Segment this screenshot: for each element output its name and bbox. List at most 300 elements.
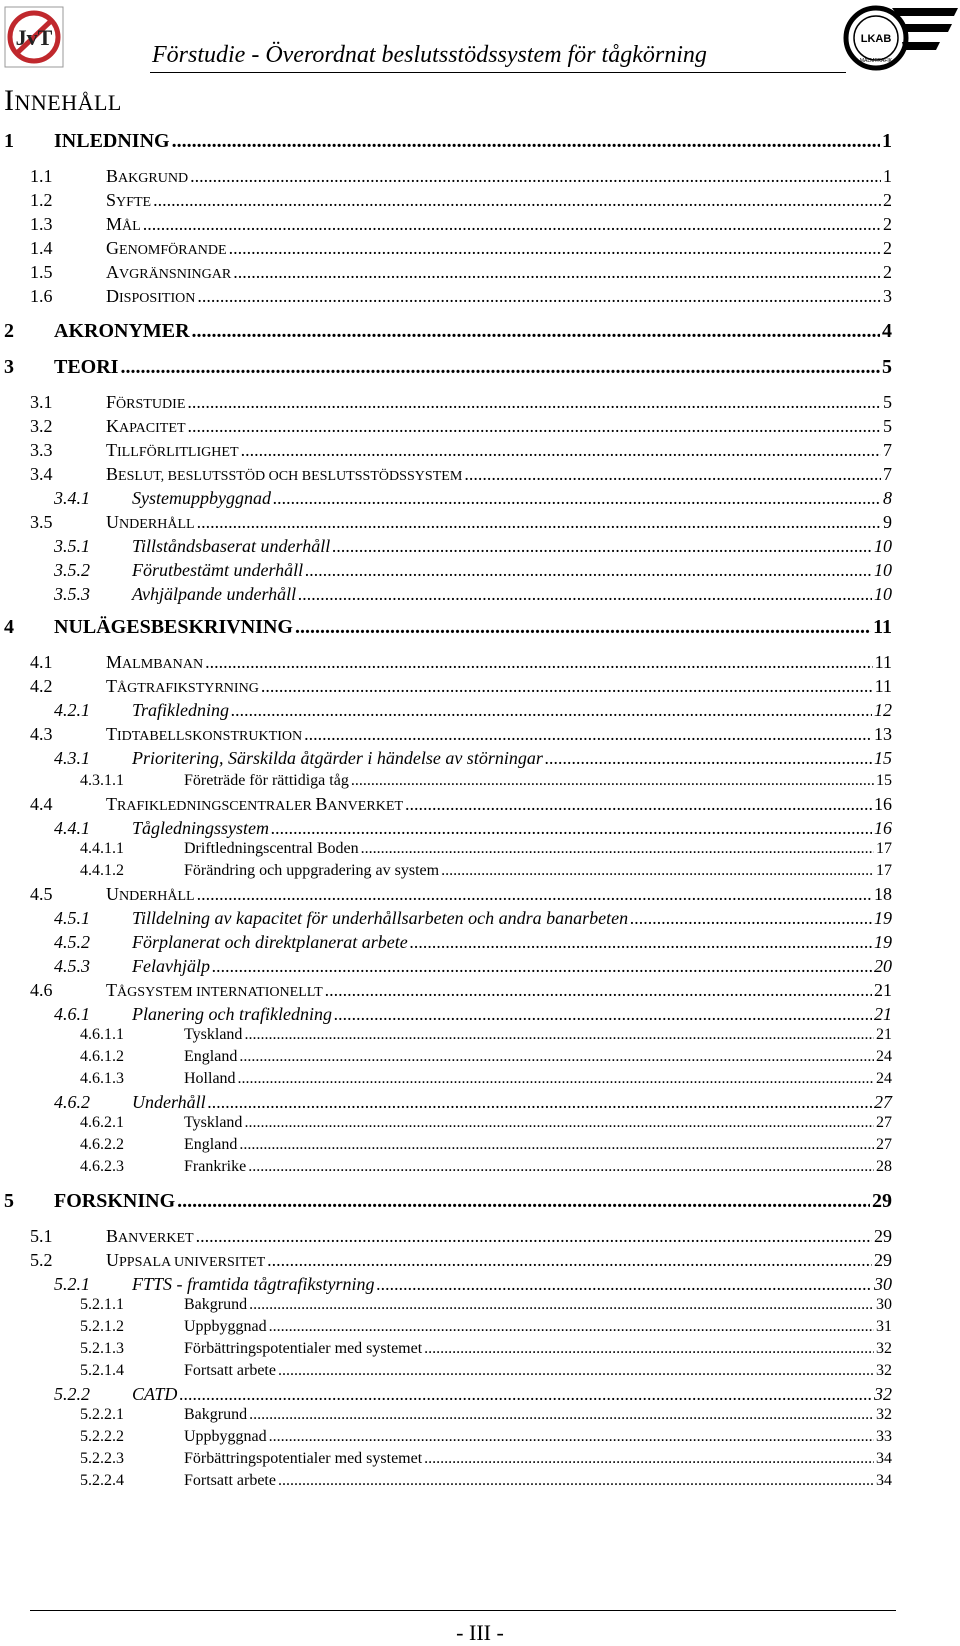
toc-entry-number: 4.6.1.1 <box>80 1026 124 1043</box>
toc-entry[interactable] <box>0 772 960 796</box>
toc-entry[interactable] <box>0 862 960 886</box>
toc-entry-number: 1.5 <box>30 262 53 282</box>
toc-entry-title-part: U <box>106 512 119 532</box>
toc-entry-title: INLEDNING <box>54 130 170 152</box>
toc-entry-number: 4.6.2 <box>54 1092 90 1112</box>
toc-entry-page: 10 <box>874 584 892 604</box>
toc-entry[interactable] <box>0 1004 960 1028</box>
toc-entry-title-part: B <box>315 794 328 814</box>
toc-entry[interactable] <box>0 320 960 344</box>
jvt-logo-icon <box>4 6 64 68</box>
toc-entry-number: 4.5.2 <box>54 932 90 952</box>
toc-dot-leader <box>441 862 874 880</box>
toc-entry[interactable] <box>0 1406 960 1430</box>
toc-entry[interactable] <box>0 440 960 464</box>
toc-entry[interactable] <box>0 840 960 864</box>
toc-dot-leader <box>424 1450 874 1468</box>
toc-entry-title: Förbättringspotentialer med systemet <box>184 1340 423 1357</box>
toc-entry-page: 19 <box>874 932 892 952</box>
toc-entry-number: 4.4.1.2 <box>80 862 124 879</box>
toc-entry-number: 4.5.3 <box>54 956 90 976</box>
toc-dot-leader <box>271 818 872 839</box>
toc-entry-number: 3.5.2 <box>54 560 90 580</box>
toc-entry-title-part: B <box>106 464 119 484</box>
toc-entry[interactable] <box>0 1274 960 1298</box>
toc-dot-leader <box>197 286 881 307</box>
toc-entry-title-part: D <box>106 286 119 306</box>
toc-entry-number: 5.2.1.1 <box>80 1296 124 1313</box>
toc-entry-title-part: A <box>106 262 119 282</box>
toc-entry[interactable] <box>0 908 960 932</box>
toc-entry-number: 4.4.1 <box>54 818 90 838</box>
toc-entry[interactable] <box>0 956 960 980</box>
toc-entry-number: 5.2.2.3 <box>80 1450 124 1467</box>
toc-entry-number: 3 <box>4 356 14 378</box>
toc-entry-page: 15 <box>876 772 892 789</box>
toc-dot-leader <box>177 1190 870 1213</box>
page-number: - III - <box>456 1620 504 1645</box>
toc-dot-leader <box>278 1472 874 1490</box>
toc-entry-title-part: ÖRSTUDIE <box>116 396 186 412</box>
toc-entry[interactable] <box>0 416 960 440</box>
toc-entry-title: Uppbyggnad <box>184 1318 267 1335</box>
toc-entry-number: 4.6.1.3 <box>80 1070 124 1087</box>
toc-entry[interactable] <box>0 1472 960 1496</box>
toc-entry-title: Trafikledning <box>132 700 230 720</box>
toc-entry-number: 4.4.1.1 <box>80 840 124 857</box>
lkab-logo-icon <box>840 2 960 72</box>
toc-entry-title-part: ANVERKET <box>327 798 404 814</box>
toc-dot-leader <box>295 616 871 639</box>
toc-entry-number: 5.2.1.3 <box>80 1340 124 1357</box>
toc-entry-title: Felavhjälp <box>132 956 210 976</box>
toc-entry-title <box>106 1226 194 1247</box>
toc-dot-leader <box>241 440 881 461</box>
toc-dot-leader <box>239 1136 874 1154</box>
toc-entry-title-part: NDERHÅLL <box>119 516 195 532</box>
toc-entry-title: TEORI <box>54 356 119 378</box>
toc-entry-page: 2 <box>883 262 892 282</box>
toc-entry-title <box>106 416 186 437</box>
toc-dot-leader <box>192 320 880 343</box>
toc-entry-page: 8 <box>883 488 892 508</box>
toc-entry-title-part: ISPOSITION <box>119 290 196 306</box>
toc-entry-title: Tyskland <box>184 1026 243 1043</box>
toc-entry-number: 4.6.1 <box>54 1004 90 1024</box>
toc-dot-leader <box>196 1226 872 1247</box>
toc-entry-title <box>106 512 195 533</box>
toc-dot-leader <box>249 1406 874 1424</box>
toc-entry-title-part: G <box>106 238 119 258</box>
toc-entry-number: 3.2 <box>30 416 53 436</box>
toc-entry-title <box>106 724 302 745</box>
toc-entry[interactable] <box>0 512 960 536</box>
toc-entry[interactable] <box>0 1428 960 1452</box>
toc-entry[interactable] <box>0 238 960 262</box>
toc-entry-number: 3.1 <box>30 392 53 412</box>
toc-entry-title <box>106 392 185 413</box>
toc-entry[interactable] <box>0 166 960 190</box>
toc-entry-number: 5.2.2 <box>54 1384 90 1404</box>
toc-entry-title: Underhåll <box>132 1092 206 1112</box>
toc-entry-title: Tilldelning av kapacitet för underhållsarbeten och andra banarbeten <box>132 908 629 928</box>
toc-entry-number: 4.6.1.2 <box>80 1048 124 1065</box>
toc-entry-page: 5 <box>883 392 892 412</box>
toc-entry-title: FORSKNING <box>54 1190 176 1212</box>
toc-entry-page: 3 <box>883 286 892 306</box>
toc-entry-title <box>106 166 188 187</box>
toc-dot-leader <box>187 392 881 413</box>
toc-dot-leader <box>410 932 872 953</box>
toc-entry-number: 5.2.2.1 <box>80 1406 124 1423</box>
toc-entry-title <box>106 214 141 235</box>
toc-entry-title-part: U <box>106 1250 119 1270</box>
toc-dot-leader <box>212 956 872 977</box>
toc-entry-page: 34 <box>876 1472 892 1489</box>
toc-entry-page: 32 <box>874 1384 892 1404</box>
toc-dot-leader <box>249 1296 874 1314</box>
toc-entry-title-part: B <box>106 166 119 186</box>
toc-entry[interactable] <box>0 724 960 748</box>
toc-entry[interactable] <box>0 1296 960 1320</box>
toc-entry[interactable] <box>0 748 960 772</box>
toc-dot-leader <box>405 794 872 815</box>
toc-entry-number: 4.3 <box>30 724 53 744</box>
toc-entry-title-part: ALMBANAN <box>122 656 204 672</box>
toc-dot-leader <box>630 908 872 929</box>
toc-dot-leader <box>248 1158 874 1176</box>
toc-entry-title-part: T <box>106 980 117 1000</box>
toc-entry-page: 11 <box>874 652 892 672</box>
toc-entry[interactable] <box>0 190 960 214</box>
toc-entry[interactable] <box>0 584 960 608</box>
toc-entry-title-part: IDTABELLSKONSTRUKTION <box>117 728 303 744</box>
toc-dot-leader <box>143 214 881 235</box>
toc-entry-title-part: NDERHÅLL <box>119 888 195 904</box>
toc-dot-leader <box>273 488 881 509</box>
toc-entry-number: 4.2.1 <box>54 700 90 720</box>
toc-entry[interactable] <box>0 1450 960 1474</box>
toc-entry-title: AKRONYMER <box>54 320 190 342</box>
toc-entry[interactable] <box>0 1226 960 1250</box>
toc-entry-number: 1 <box>4 130 14 152</box>
toc-entry-title-part: ENOMFÖRANDE <box>119 242 227 258</box>
toc-dot-leader <box>179 1384 872 1405</box>
toc-entry[interactable] <box>0 464 960 488</box>
toc-entry-number: 4.3.1 <box>54 748 90 768</box>
toc-entry[interactable] <box>0 1250 960 1274</box>
toc-entry-title-part: ÅL <box>122 218 141 234</box>
toc-entry-page: 32 <box>876 1406 892 1423</box>
toc-entry-number: 4.6 <box>30 980 53 1000</box>
toc-dot-leader <box>325 980 872 1001</box>
toc-dot-leader <box>197 884 872 905</box>
toc-entry[interactable] <box>0 1070 960 1094</box>
toc-entry-title: Uppbyggnad <box>184 1428 267 1445</box>
toc-entry-page: 5 <box>882 356 892 378</box>
toc-dot-leader <box>229 238 881 259</box>
toc-entry-page: 34 <box>876 1450 892 1467</box>
toc-dot-leader <box>361 840 874 858</box>
toc-dot-leader <box>464 464 881 485</box>
toc-entry-number: 3.5 <box>30 512 53 532</box>
toc-entry[interactable] <box>0 536 960 560</box>
toc-dot-leader <box>269 1428 874 1446</box>
toc-entry-title: Prioritering, Särskilda åtgärder i händelse av störningar <box>132 748 543 768</box>
toc-dot-leader <box>153 190 881 211</box>
toc-dot-leader <box>269 1318 874 1336</box>
toc-entry-title: Driftledningscentral Boden <box>184 840 359 857</box>
toc-entry[interactable] <box>0 652 960 676</box>
toc-entry-title: Tillståndsbaserat underhåll <box>132 536 331 556</box>
toc-entry[interactable] <box>0 676 960 700</box>
toc-entry[interactable] <box>0 1362 960 1386</box>
toc-entry-page: 30 <box>876 1296 892 1313</box>
toc-dot-leader <box>334 1004 872 1025</box>
toc-entry-title: Bakgrund <box>184 1406 248 1423</box>
toc-entry[interactable] <box>0 262 960 286</box>
lkab-logo-text: LKAB <box>860 33 892 45</box>
toc-entry-number: 4.6.2.1 <box>80 1114 124 1131</box>
toc-entry[interactable] <box>0 980 960 1004</box>
toc-entry-number: 4.6.2.3 <box>80 1158 124 1175</box>
toc-dot-leader <box>244 1114 874 1132</box>
toc-entry-title <box>106 440 239 461</box>
toc-entry[interactable] <box>0 700 960 724</box>
toc-entry-title-part: APACITET <box>119 420 186 436</box>
toc-entry-title-part: T <box>106 794 117 814</box>
toc-entry-title <box>106 262 231 283</box>
toc-entry-page: 16 <box>874 818 892 838</box>
toc-entry[interactable] <box>0 1158 960 1182</box>
toc-dot-leader <box>190 166 881 187</box>
toc-entry-title-part: B <box>106 1226 119 1246</box>
toc-dot-leader <box>233 262 881 283</box>
toc-entry-page: 12 <box>874 700 892 720</box>
toc-entry[interactable] <box>0 794 960 818</box>
toc-heading <box>4 84 122 118</box>
toc-entry-title <box>106 884 195 905</box>
toc-entry-title: Planering och trafikledning <box>132 1004 332 1024</box>
toc-entry-title-part: K <box>106 416 119 436</box>
footer-divider <box>30 1610 896 1611</box>
toc-entry-title-part: M <box>106 214 123 234</box>
toc-dot-leader <box>231 700 872 721</box>
toc-entry-title: Fortsatt arbete <box>184 1472 276 1489</box>
toc-entry-number: 3.4.1 <box>54 488 90 508</box>
toc-entry[interactable] <box>0 1340 960 1364</box>
toc-entry-title-part: S <box>106 190 117 210</box>
toc-entry-title-part: T <box>106 676 117 696</box>
toc-entry-title: Frankrike <box>184 1158 247 1175</box>
toc-entry-page: 27 <box>876 1136 892 1153</box>
toc-entry[interactable] <box>0 1092 960 1116</box>
toc-entry-title: Fortsatt arbete <box>184 1362 276 1379</box>
toc-heading-initial: I <box>4 84 15 117</box>
toc-entry[interactable] <box>0 356 960 380</box>
toc-entry-page: 17 <box>876 862 892 879</box>
toc-entry[interactable] <box>0 616 960 640</box>
toc-heading-rest: NNEHÅLL <box>14 90 122 115</box>
toc-entry-page: 9 <box>883 512 892 532</box>
toc-entry-title-part: ÅGSYSTEM INTERNATIONELLT <box>117 984 323 1000</box>
toc-dot-leader <box>239 1048 874 1066</box>
toc-entry-page: 1 <box>882 130 892 152</box>
toc-entry-number: 3.4 <box>30 464 53 484</box>
toc-entry-page: 24 <box>876 1048 892 1065</box>
toc-entry[interactable] <box>0 1384 960 1408</box>
toc-entry-page: 2 <box>883 190 892 210</box>
toc-entry[interactable] <box>0 1114 960 1138</box>
toc-entry-page: 10 <box>874 536 892 556</box>
toc-entry-number: 1.2 <box>30 190 53 210</box>
toc-entry-title: CATD <box>132 1384 178 1404</box>
toc-entry-title-part: RAFIKLEDNINGSCENTRALER <box>117 798 316 814</box>
toc-entry-page: 20 <box>874 956 892 976</box>
toc-entry[interactable] <box>0 560 960 584</box>
toc-entry-page: 5 <box>883 416 892 436</box>
toc-entry[interactable] <box>0 392 960 416</box>
toc-entry-title-part: AKGRUND <box>118 170 189 186</box>
toc-entry-page: 32 <box>876 1340 892 1357</box>
toc-entry-page: 17 <box>876 840 892 857</box>
toc-entry-title-part: VGRÄNSNINGAR <box>119 266 232 282</box>
toc-dot-leader <box>188 416 881 437</box>
toc-entry-page: 19 <box>874 908 892 928</box>
toc-entry-title: England <box>184 1048 238 1065</box>
toc-entry-number: 5.1 <box>30 1226 53 1246</box>
toc-dot-leader <box>424 1340 874 1358</box>
toc-entry-page: 1 <box>883 166 892 186</box>
toc-entry[interactable] <box>0 1026 960 1050</box>
toc-entry-number: 1.1 <box>30 166 53 186</box>
toc-entry-page: 29 <box>874 1250 892 1270</box>
toc-entry-page: 7 <box>883 440 892 460</box>
toc-entry-page: 32 <box>876 1362 892 1379</box>
toc-dot-leader <box>332 536 872 557</box>
header-title: Förstudie - Överordnat beslutsstödssystem för tågkörning <box>152 42 707 68</box>
toc-entry-page: 27 <box>876 1114 892 1131</box>
toc-entry-title-part: ANVERKET <box>118 1230 194 1246</box>
toc-entry-title-part: F <box>106 392 117 412</box>
toc-entry-title: Bakgrund <box>184 1296 248 1313</box>
toc-entry-page: 21 <box>876 1026 892 1043</box>
toc-entry-page: 27 <box>874 1092 892 1112</box>
toc-entry[interactable] <box>0 214 960 238</box>
toc-entry-title: Avhjälpande underhåll <box>132 584 297 604</box>
toc-dot-leader <box>351 772 874 790</box>
toc-dot-leader <box>304 724 872 745</box>
toc-entry-page: 31 <box>876 1318 892 1335</box>
toc-entry-number: 5 <box>4 1190 14 1212</box>
toc-entry-title <box>106 794 403 815</box>
toc-entry-page: 30 <box>874 1274 892 1294</box>
toc-dot-leader <box>244 1026 874 1044</box>
toc-entry-title-part: ÅGTRAFIKSTYRNING <box>117 680 259 696</box>
toc-entry-number: 4.2 <box>30 676 53 696</box>
toc-entry-title: Förändring och uppgradering av system <box>184 862 440 879</box>
toc-entry-title <box>106 652 203 673</box>
toc-entry[interactable] <box>0 884 960 908</box>
toc-entry-page: 21 <box>874 1004 892 1024</box>
toc-entry[interactable] <box>0 1190 960 1214</box>
toc-entry-title <box>106 238 227 259</box>
toc-entry-number: 3.3 <box>30 440 53 460</box>
toc-entry-page: 21 <box>874 980 892 1000</box>
toc-dot-leader <box>298 584 872 605</box>
toc-dot-leader <box>267 1250 872 1271</box>
page-header <box>0 0 960 80</box>
toc-entry-number: 1.3 <box>30 214 53 234</box>
toc-entry-title <box>106 464 462 485</box>
toc-entry-page: 24 <box>876 1070 892 1087</box>
toc-entry-title <box>106 676 259 697</box>
toc-entry-title: Förutbestämt underhåll <box>132 560 304 580</box>
toc-entry-title-part: T <box>106 724 117 744</box>
toc-entry-page: 7 <box>883 464 892 484</box>
toc-dot-leader <box>305 560 872 581</box>
toc-entry[interactable] <box>0 286 960 310</box>
toc-entry-number: 1.4 <box>30 238 53 258</box>
toc-entry-number: 4.3.1.1 <box>80 772 124 789</box>
toc-entry-number: 5.2.2.2 <box>80 1428 124 1445</box>
toc-entry-title: Tågledningssystem <box>132 818 269 838</box>
toc-entry-title: England <box>184 1136 238 1153</box>
toc-entry-number: 5.2 <box>30 1250 53 1270</box>
toc-entry-page: 10 <box>874 560 892 580</box>
toc-entry-title: Förbättringspotentialer med systemet <box>184 1450 423 1467</box>
toc-entry-title <box>106 190 151 211</box>
toc-dot-leader <box>197 512 881 533</box>
toc-entry-title-part: ESLUT, BESLUTSSTÖD OCH BESLUTSSTÖDSSYSTEM <box>118 468 463 484</box>
toc-entry-page: 15 <box>874 748 892 768</box>
toc-entry-title-part: M <box>106 652 123 672</box>
toc-entry-title: Förplanerat och direktplanerat arbete <box>132 932 408 952</box>
toc-entry-page: 13 <box>874 724 892 744</box>
toc-dot-leader <box>278 1362 874 1380</box>
toc-entry-page: 11 <box>873 616 892 638</box>
toc-dot-leader <box>120 356 880 379</box>
toc-entry-title: Företräde för rättidiga tåg <box>184 772 349 789</box>
toc-entry[interactable] <box>0 488 960 512</box>
toc-entry-page: 4 <box>882 320 892 342</box>
toc-entry[interactable] <box>0 932 960 956</box>
toc-entry-title <box>106 1250 265 1271</box>
toc-entry[interactable] <box>0 818 960 842</box>
toc-entry-page: 16 <box>874 794 892 814</box>
toc-entry-title: Holland <box>184 1070 236 1087</box>
lkab-logo-subtext: MALMTRAFIK <box>859 58 893 64</box>
toc-entry-number: 5.2.1 <box>54 1274 90 1294</box>
toc-entry[interactable] <box>0 130 960 154</box>
toc-entry[interactable] <box>0 1136 960 1160</box>
toc-entry[interactable] <box>0 1318 960 1342</box>
toc-dot-leader <box>377 1274 872 1295</box>
toc-entry-title: FTTS - framtida tågtrafikstyrning <box>132 1274 375 1294</box>
toc-dot-leader <box>208 1092 872 1113</box>
toc-entry-number: 4.4 <box>30 794 53 814</box>
toc-entry-page: 29 <box>872 1190 892 1212</box>
toc-entry-page: 29 <box>874 1226 892 1246</box>
toc-entry-page: 2 <box>883 214 892 234</box>
toc-entry-title-part: ILLFÖRLITLIGHET <box>117 444 239 460</box>
toc-entry-number: 4 <box>4 616 14 638</box>
toc-entry-number: 1.6 <box>30 286 53 306</box>
toc-entry-number: 3.5.1 <box>54 536 90 556</box>
toc-entry[interactable] <box>0 1048 960 1072</box>
toc-entry-number: 4.6.2.2 <box>80 1136 124 1153</box>
toc-dot-leader <box>205 652 873 673</box>
